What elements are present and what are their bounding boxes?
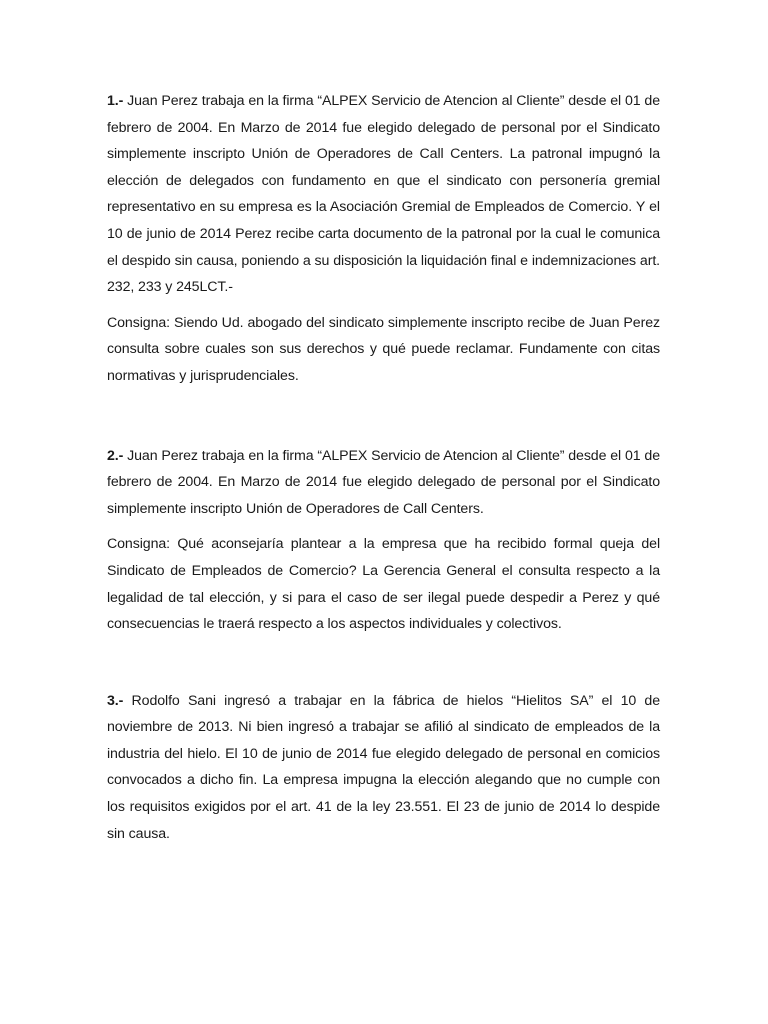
case-2: [107, 443, 660, 638]
case-1: [107, 88, 660, 390]
case-3-number: 3.-: [107, 692, 124, 709]
case-2-number: 2.-: [107, 447, 124, 464]
case-2-statement: [107, 443, 660, 523]
case-1-statement: [107, 88, 660, 301]
case-1-statement-text: Juan Perez trabaja en la firma “ALPEX Servicio de Atencion al Cliente” desde el 01 de febrero de 2004. En Marzo de 2014 fue elegido delegado de personal por el Sindicato simplemente inscripto Unión de Operadores de Call Centers. La patronal impugnó la elección de delegados con fundamento en que el sindicato con personería gremial representativo en su empresa es la Asociación Gremial de Empleados de Comercio. Y el 10 de junio de 2014 Perez recibe carta documento de la patronal por la cual le comunica el despido sin causa, poniendo a su disposición la liquidación final e indemnizaciones art. 232, 233 y 245LCT.-: [107, 93, 660, 296]
case-3: [107, 688, 660, 848]
case-1-consigna: Consigna: Siendo Ud. abogado del sindicato simplemente inscripto recibe de Juan Perez consulta sobre cuales son sus derechos y qué puede reclamar. Fundamente con citas normativas y jurisprudenciales.: [107, 314, 660, 384]
case-3-statement: [107, 688, 660, 848]
case-1-number: 1.-: [107, 93, 124, 109]
document-page: [107, 88, 660, 847]
case-2-statement-text: Juan Perez trabaja en la firma “ALPEX Servicio de Atencion al Cliente” desde el 01 de febrero de 2004. En Marzo de 2014 fue elegido delegado de personal por el Sindicato simplemente inscripto Unión de Operadores de Call Centers.: [107, 447, 660, 517]
case-3-statement-text: Rodolfo Sani ingresó a trabajar en la fábrica de hielos “Hielitos SA” el 10 de noviembre de 2013. Ni bien ingresó a trabajar se afilió al sindicato de empleados de la industria del hielo. El 10 de junio de 2014 fue elegido delegado de personal en comicios convocados a dicho fin. La empresa impugna la elección alegando que no cumple con los requisitos exigidos por el art. 41 de la ley 23.551. El 23 de junio de 2014 lo despide sin causa.: [107, 692, 660, 842]
case-2-consigna: Consigna: Qué aconsejaría plantear a la empresa que ha recibido formal queja del Sindicato de Empleados de Comercio? La Gerencia General el consulta respecto a la legalidad de tal elección, y si para el caso de ser ilegal puede despedir a Perez y qué consecuencias le traerá respecto a los aspectos individuales y colectivos.: [107, 536, 660, 633]
